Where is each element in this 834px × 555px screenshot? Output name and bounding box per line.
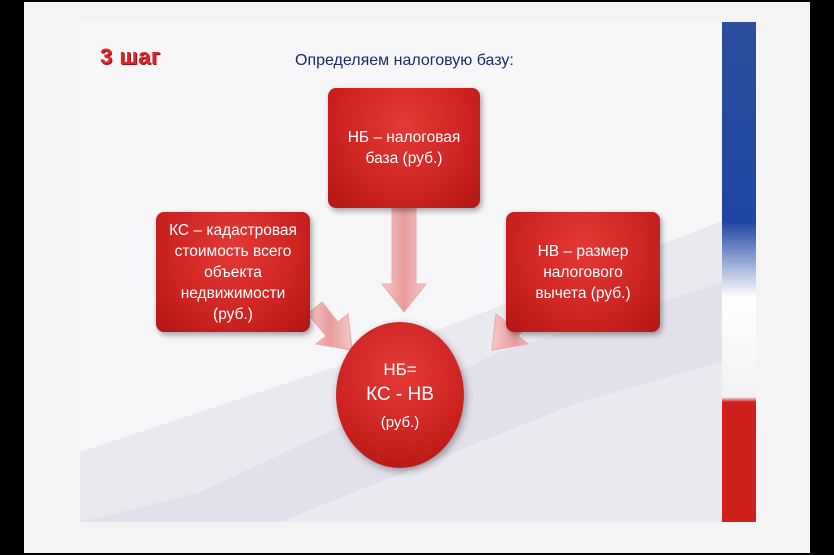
- slide-header: Определяем налоговую базу:: [295, 52, 514, 69]
- formula-line-1: НБ=: [383, 360, 417, 379]
- box-tax-base: НБ – налоговая база (руб.): [328, 88, 480, 208]
- formula-line-2: КС - НВ: [366, 384, 434, 405]
- presentation-slide: [80, 22, 756, 522]
- arrow-left-to-center: [308, 302, 352, 350]
- step-title: 3 шаг: [100, 44, 161, 69]
- box-cadastral-value: КС – кадастровая стоимость всего объекта недвижимости (руб.): [156, 212, 310, 332]
- formula-circle: [336, 322, 464, 468]
- formula-line-3: (руб.): [380, 414, 420, 431]
- arrow-down: [382, 208, 426, 312]
- box-tax-deduction: НВ – размер налогового вычета (руб.): [506, 212, 660, 332]
